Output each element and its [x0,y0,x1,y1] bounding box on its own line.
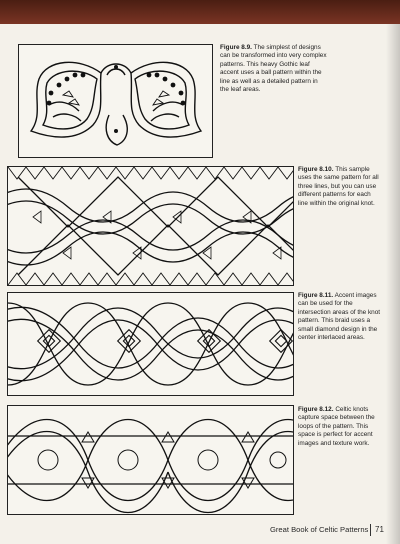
page-number: 71 [375,525,384,534]
figure-8-11-caption [298,292,382,342]
figure-8-9-caption [220,44,328,94]
braid-loops-drawing [8,406,293,514]
figure-8-11-illustration [7,292,294,396]
figure-8-9-label: Figure 8.9. [220,44,252,51]
braid-triangle-drawing [8,167,293,285]
braid-diamond-drawing [8,293,293,395]
figure-8-9-text: The simplest of designs can be transformed into very complex patterns. This heavy Gothic leaf accent uses a ball pattern within the line as well as a detailed pattern in the leaf areas. [220,44,327,94]
figure-8-10-illustration [7,166,294,286]
top-decorative-band [0,0,400,24]
book-title: Great Book of Celtic Patterns [270,525,369,534]
figure-8-10-label: Figure 8.10. [298,166,334,173]
figure-8-12-illustration [7,405,294,515]
page-footer [270,523,390,537]
figure-8-10-caption [298,166,382,208]
gothic-leaf-drawing [19,45,212,157]
figure-8-11-text: Accent images can be used for the intersection areas of the knot pattern. This braid uses a small diamond design in the center interlaced areas. [298,292,381,342]
figure-8-9-illustration [18,44,213,158]
figure-8-12-text: Celtic knots capture space between the loops of the pattern. This space is perfect for accent images and texture work. [298,406,375,447]
page-binding-shadow [386,24,400,544]
figure-8-12-label: Figure 8.12. [298,406,334,413]
figure-8-12-caption [298,406,382,448]
figure-8-10-text: This sample uses the same pattern for all three lines, but you can use different patterns for each line within the original knot. [298,166,379,207]
figure-8-11-label: Figure 8.11. [298,292,334,299]
footer-separator [370,524,371,536]
